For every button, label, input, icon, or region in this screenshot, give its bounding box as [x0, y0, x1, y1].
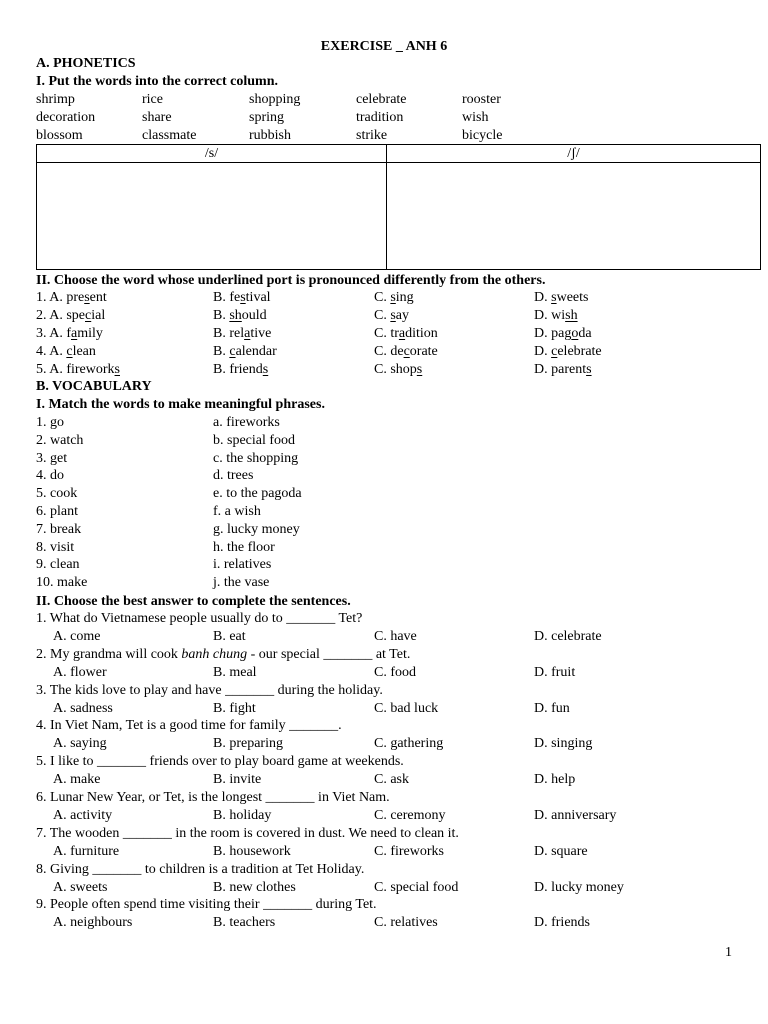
answer-option: B. friends: [213, 362, 269, 377]
answer-option: D. anniversary: [534, 808, 617, 823]
answer-option: C. have: [374, 629, 417, 644]
matching-row: [36, 574, 732, 592]
answer-option: D. fun: [534, 700, 570, 716]
pronunciation-question: [36, 325, 732, 343]
word-bank-word: wish: [462, 110, 489, 125]
answer-option: D. celebrate: [534, 344, 602, 359]
underlined-sound: c: [66, 344, 73, 359]
answer-option: C. ask: [374, 772, 409, 788]
answer-option: D. singing: [534, 736, 593, 752]
answer-option: B. housework: [213, 843, 291, 859]
word-bank-word: share: [142, 110, 172, 125]
answer-option: B. preparing: [213, 736, 283, 752]
sound-sort-table: [36, 144, 761, 270]
answer-option: B. should: [213, 308, 267, 323]
underlined-sound: a: [244, 326, 251, 341]
answer-option: C. gathering: [374, 736, 444, 752]
matching-row: [36, 450, 732, 468]
answer-option: C. say: [374, 308, 410, 323]
italic-term: banh chung: [181, 646, 248, 662]
answer-option: 5. A. fireworks: [36, 362, 120, 377]
word-bank-row: [36, 91, 732, 109]
match-word: 3. get: [36, 450, 68, 466]
answer-option: A. sadness: [53, 700, 113, 716]
underlined-sound: s: [390, 308, 396, 323]
answer-option: C. food: [374, 664, 416, 680]
underlined-sound: s: [586, 362, 592, 377]
question-options: [36, 914, 732, 932]
answer-option: C. relatives: [374, 915, 438, 931]
question-stem: 5. I like to _______ friends over to play board game at weekends.: [36, 754, 404, 770]
question-options: [36, 628, 732, 646]
underlined-sound: c: [551, 344, 558, 359]
word-bank-word: spring: [249, 110, 284, 125]
underlined-sound: o: [571, 326, 579, 341]
answer-option: A. sweets: [53, 879, 108, 895]
word-bank-row: [36, 109, 732, 127]
question-options: [36, 879, 732, 897]
match-phrase: c. the shopping: [213, 450, 299, 466]
word-bank-word: bicycle: [462, 128, 503, 143]
column-divider: [386, 145, 387, 269]
vocab-part1-instruction: I. Match the words to make meaningful phrases.: [36, 397, 325, 412]
answer-option: 1. A. present: [36, 290, 107, 305]
question-options: [36, 700, 732, 718]
match-word: 7. break: [36, 521, 82, 537]
answer-option: D. celebrate: [534, 629, 602, 644]
match-phrase: f. a wish: [213, 504, 261, 519]
underlined-sound: sh: [229, 308, 242, 323]
phonetics-part1-instruction: I. Put the words into the correct column.: [36, 74, 278, 89]
question-options: [36, 807, 732, 825]
underlined-sound: c: [85, 308, 92, 323]
answer-option: D. lucky money: [534, 879, 624, 895]
word-bank-word: tradition: [356, 110, 404, 125]
word-bank-word: rubbish: [249, 128, 291, 143]
word-bank-word: blossom: [36, 128, 83, 143]
question-options: [36, 735, 732, 753]
answer-option: D. pagoda: [534, 326, 592, 341]
answer-option: A. neighbours: [53, 915, 133, 931]
underlined-sound: sh: [565, 308, 578, 323]
matching-row: [36, 539, 732, 557]
answer-option: D. friends: [534, 915, 590, 931]
answer-option: 2. A. special: [36, 308, 106, 323]
matching-row: [36, 467, 732, 485]
word-bank-word: celebrate: [356, 92, 407, 107]
question-stem: 6. Lunar New Year, or Tet, is the longest _______ in Viet Nam.: [36, 790, 390, 805]
underlined-sound: s: [114, 362, 120, 377]
answer-option: B. festival: [213, 290, 271, 305]
answer-option: B. fight: [213, 700, 256, 716]
word-bank-row: [36, 127, 732, 145]
word-bank-word: strike: [356, 128, 388, 143]
word-bank-word: decoration: [36, 110, 96, 125]
answer-option: B. eat: [213, 629, 246, 644]
matching-row: [36, 432, 732, 450]
question-stem: 8. Giving _______ to children is a tradition at Tet Holiday.: [36, 861, 365, 877]
answer-option: D. fruit: [534, 664, 576, 680]
answer-option: B. relative: [213, 326, 272, 341]
word-bank-word: classmate: [142, 128, 197, 143]
answer-option: D. sweets: [534, 290, 589, 305]
pronunciation-question: [36, 307, 732, 325]
word-bank-word: shrimp: [36, 92, 75, 107]
match-word: 4. do: [36, 468, 64, 484]
match-word: 6. plant: [36, 504, 78, 519]
column-header-sh: /ʃ/: [387, 145, 760, 163]
matching-row: [36, 503, 732, 521]
underlined-sound: s: [240, 290, 246, 305]
underlined-sound: a: [71, 326, 78, 341]
answer-option: C. fireworks: [374, 843, 444, 859]
match-word: 10. make: [36, 575, 88, 591]
answer-option: D. square: [534, 843, 588, 859]
page-title: EXERCISE _ ANH 6: [320, 39, 448, 54]
answer-option: B. new clothes: [213, 879, 296, 895]
answer-option: 3. A. family: [36, 326, 103, 341]
question-options: [36, 771, 732, 789]
page-number: 1: [725, 945, 732, 960]
match-word: 2. watch: [36, 432, 84, 448]
answer-option: C. sing: [374, 290, 414, 305]
match-phrase: h. the floor: [213, 539, 275, 555]
question-stem: 9. People often spend time visiting their _______ during Tet.: [36, 897, 377, 913]
match-phrase: g. lucky money: [213, 521, 300, 537]
underlined-sound: a: [398, 326, 406, 341]
underlined-sound: s: [262, 362, 269, 377]
matching-row: [36, 521, 732, 539]
pronunciation-question: [36, 289, 732, 307]
section-b-heading: B. VOCABULARY: [36, 379, 152, 394]
underlined-sound: s: [84, 290, 90, 305]
question-stem: 4. In Viet Nam, Tet is a good time for family _______.: [36, 718, 342, 734]
column-header-s: /s/: [37, 145, 386, 163]
match-phrase: b. special food: [213, 432, 296, 448]
answer-option: 4. A. clean: [36, 344, 96, 359]
underlined-sound: s: [390, 290, 396, 305]
answer-option: B. holiday: [213, 808, 272, 823]
answer-option: D. wish: [534, 308, 578, 323]
answer-option: A. make: [53, 772, 101, 788]
underlined-sound: c: [403, 344, 410, 359]
match-phrase: d. trees: [213, 468, 254, 484]
question-options: [36, 843, 732, 861]
match-phrase: j. the vase: [213, 575, 270, 591]
match-word: 8. visit: [36, 539, 75, 555]
match-word: 5. cook: [36, 486, 78, 502]
match-phrase: a. fireworks: [213, 415, 280, 430]
answer-option: B. meal: [213, 664, 257, 680]
matching-row: [36, 485, 732, 503]
answer-option: C. shops: [374, 362, 423, 377]
underlined-sound: c: [229, 344, 236, 359]
word-bank-word: shopping: [249, 92, 301, 107]
question-stem: 1. What do Vietnamese people usually do to _______ Tet?: [36, 611, 363, 626]
answer-option: B. invite: [213, 772, 262, 788]
answer-option: C. decorate: [374, 344, 438, 359]
question-stem: 3. The kids love to play and have _______ during the holiday.: [36, 682, 383, 698]
answer-option: C. bad luck: [374, 700, 439, 716]
answer-option: C. special food: [374, 879, 459, 895]
match-phrase: e. to the pagoda: [213, 486, 302, 502]
answer-option: A. furniture: [53, 843, 120, 859]
word-bank-word: rooster: [462, 92, 501, 107]
underlined-sound: s: [551, 290, 557, 305]
vocab-part2-instruction: II. Choose the best answer to complete the sentences.: [36, 594, 351, 609]
question-stem: 7. The wooden _______ in the room is covered in dust. We need to clean it.: [36, 825, 459, 841]
match-word: 1. go: [36, 415, 64, 430]
section-a-heading: A. PHONETICS: [36, 56, 136, 71]
phonetics-part2-instruction: II. Choose the word whose underlined port is pronounced differently from the others.: [36, 273, 546, 288]
match-phrase: i. relatives: [213, 557, 272, 573]
matching-row: [36, 414, 732, 432]
answer-option: A. saying: [53, 736, 107, 752]
answer-option: C. ceremony: [374, 808, 446, 823]
answer-option: D. parents: [534, 362, 592, 377]
answer-option: C. tradition: [374, 326, 438, 341]
word-bank-word: rice: [142, 92, 163, 107]
pronunciation-question: [36, 343, 732, 361]
answer-option: A. flower: [53, 664, 107, 680]
matching-row: [36, 556, 732, 574]
pronunciation-question: [36, 361, 732, 379]
question-stem: 2. My grandma will cook banh chung - our special _______ at Tet.: [36, 646, 411, 662]
answer-option: D. help: [534, 772, 576, 788]
answer-option: B. calendar: [213, 344, 277, 359]
question-options: [36, 664, 732, 682]
answer-option: A. come: [53, 629, 101, 644]
underlined-sound: s: [416, 362, 423, 377]
match-word: 9. clean: [36, 557, 80, 573]
answer-option: A. activity: [53, 808, 113, 823]
answer-option: B. teachers: [213, 915, 276, 931]
